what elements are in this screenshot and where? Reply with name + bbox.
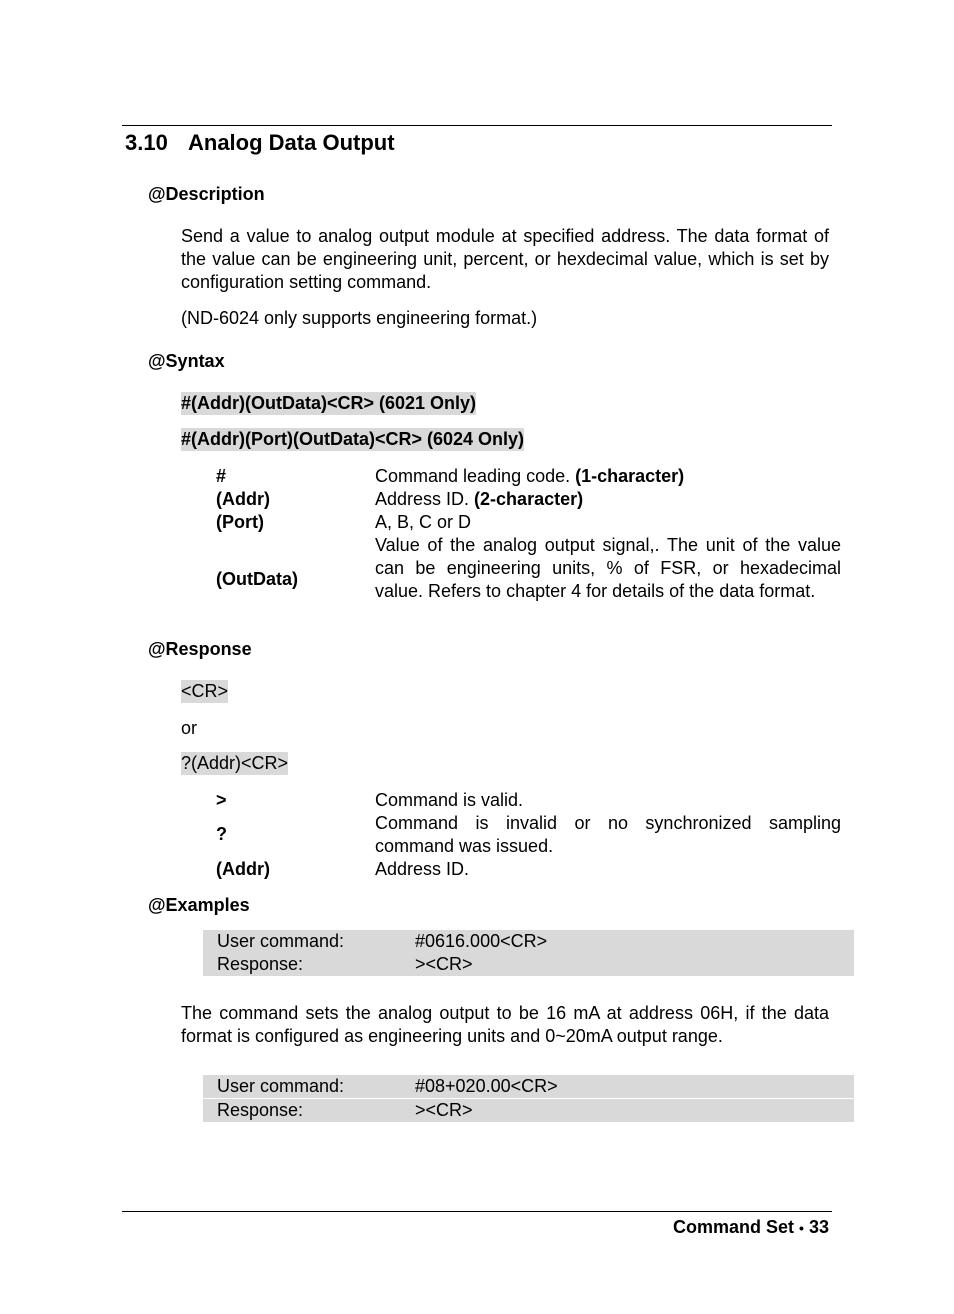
footer-rule (122, 1211, 832, 1212)
response-desc-valid: Command is valid. (375, 790, 524, 810)
example-2-response-label: Response: (217, 1100, 304, 1120)
page-footer (673, 1216, 829, 1240)
example-explanation: The command sets the analog output to be 16 mA at address 06H, if the data format is configured as engineering units and 0~20mA output range. (181, 1003, 829, 1046)
syntax-heading: @Syntax (148, 351, 225, 371)
examples-heading: @Examples (148, 895, 250, 915)
footer-bullet: • (799, 1220, 804, 1236)
response-desc-addr: Address ID. (375, 859, 470, 879)
syntax-command-6024: #(Addr)(Port)(OutData)<CR> (6024 Only) (181, 429, 525, 449)
param-term-port: (Port) (216, 512, 264, 532)
param-term-hash: # (216, 466, 227, 486)
example-1-response-label: Response: (217, 954, 304, 974)
example-1-box (203, 930, 854, 976)
footer-text: Command Set (673, 1217, 795, 1237)
syntax-command-6021: #(Addr)(OutData)<CR> (6021 Only) (181, 393, 477, 413)
response-term-invalid: ? (216, 824, 227, 844)
example-2-box (203, 1075, 854, 1122)
description-paragraph: Send a value to analog output module at specified address. The data format of the value can be engineering unit, percent, or hexdecimal value, which is set by configuration setting command. (181, 226, 829, 292)
param-desc-outdata: Value of the analog output signal,. The unit of the value can be engineering units, % of FSR, or hexadecimal value. Refers to chapter 4 for details of the data format. (375, 535, 841, 601)
param-desc-hash: Command leading code. (1-character) (375, 466, 685, 486)
header-rule (122, 125, 832, 126)
section-number: 3.10 (125, 130, 168, 155)
response-desc-invalid: Command is invalid or no synchronized sampling command was issued. (375, 813, 841, 856)
page-number: 33 (808, 1217, 829, 1237)
response-term-valid: > (216, 790, 227, 810)
response-invalid: ?(Addr)<CR> (181, 753, 289, 773)
param-desc-port: A, B, C or D (375, 512, 472, 532)
example-1-user-row (203, 930, 854, 953)
response-term-addr: (Addr) (216, 859, 270, 879)
response-or: or (181, 718, 198, 738)
response-valid: <CR> (181, 681, 229, 701)
description-heading: @Description (148, 184, 265, 204)
param-term-addr: (Addr) (216, 489, 270, 509)
example-1-user-label: User command: (217, 931, 345, 951)
example-2-user-label: User command: (217, 1076, 345, 1096)
example-1-user-value: #0616.000<CR> (415, 931, 548, 951)
example-2-response-row (203, 1098, 854, 1122)
example-1-response-row (203, 953, 854, 976)
param-term-outdata: (OutData) (216, 569, 298, 589)
example-2-user-value: #08+020.00<CR> (415, 1076, 558, 1096)
param-desc-addr: Address ID. (2-character) (375, 489, 584, 509)
description-note: (ND-6024 only supports engineering format.) (181, 308, 538, 328)
example-2-response-value: ><CR> (415, 1100, 473, 1120)
section-title (125, 128, 395, 158)
response-heading: @Response (148, 639, 252, 659)
section-title-text: Analog Data Output (188, 130, 395, 155)
example-2-user-row (203, 1075, 854, 1098)
example-1-response-value: ><CR> (415, 954, 473, 974)
